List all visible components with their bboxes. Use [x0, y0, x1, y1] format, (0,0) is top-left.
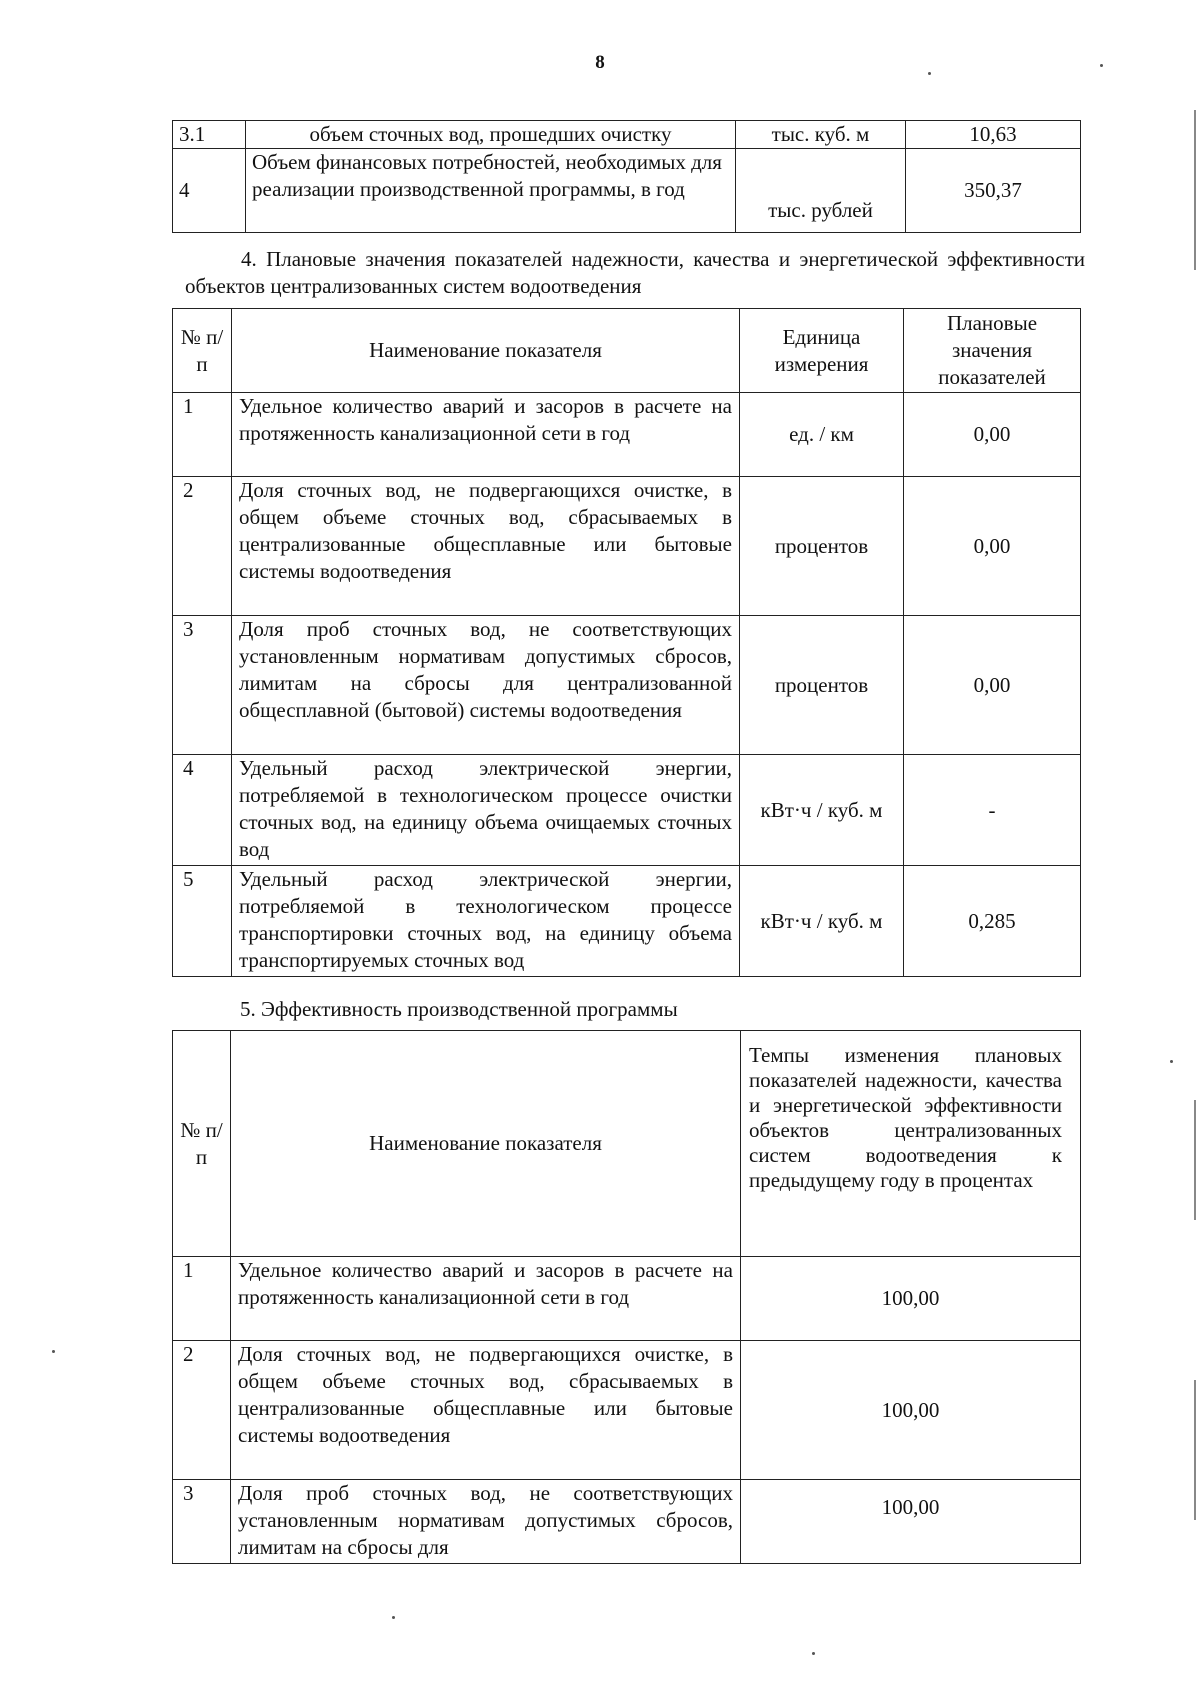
- table-header-row: [173, 1031, 1081, 1257]
- scan-speck: [928, 72, 931, 75]
- scan-edge-line: [1194, 1100, 1196, 1220]
- value-cell: -: [904, 755, 1081, 866]
- header-name: Наименование показателя: [232, 309, 740, 393]
- indicator-name: Удельное количество аварий и засоров в расчете на протяженность канализационной сети в год: [231, 1257, 741, 1341]
- row-number: 1: [173, 1257, 231, 1341]
- table-header-row: [173, 309, 1081, 393]
- value-cell: 100,00: [741, 1257, 1081, 1341]
- scan-speck: [1170, 1060, 1173, 1063]
- table-row: [173, 477, 1081, 616]
- table-row: [173, 393, 1081, 477]
- row-number: 3: [173, 1480, 231, 1564]
- table-row: [173, 121, 1081, 149]
- row-number: 4: [173, 149, 246, 233]
- table-row: [173, 866, 1081, 977]
- value-cell: 100,00: [741, 1480, 1081, 1564]
- unit-cell: процентов: [740, 616, 904, 755]
- value-cell: 0,00: [904, 477, 1081, 616]
- row-number: 3.1: [173, 121, 246, 149]
- row-number: 4: [173, 755, 232, 866]
- row-number: 2: [173, 477, 232, 616]
- indicator-name: Удельное количество аварий и засоров в расчете на протяженность канализационной сети в год: [232, 393, 740, 477]
- unit-cell: кВт·ч / куб. м: [740, 866, 904, 977]
- scan-speck: [52, 1350, 55, 1353]
- header-num: № п/п: [173, 1031, 231, 1257]
- table-row: [173, 1257, 1081, 1341]
- header-value: Плановые значения показателей: [904, 309, 1081, 393]
- header-unit: Единица измерения: [740, 309, 904, 393]
- value-cell: 100,00: [741, 1341, 1081, 1480]
- value-cell: 0,285: [904, 866, 1081, 977]
- program-efficiency-table: [172, 1030, 1081, 1564]
- header-value: Темпы изменения плановых показателей надежности, качества и энергетической эффективности объектов централизованных систем водоотведения к предыдущему году в процентах: [741, 1031, 1081, 1257]
- section-5-heading: 5. Эффективность производственной программы: [240, 997, 678, 1021]
- table-row: [173, 1480, 1081, 1564]
- reliability-indicators-table: [172, 308, 1081, 977]
- scan-edge-line: [1194, 110, 1196, 270]
- header-num: № п/п: [173, 309, 232, 393]
- value-cell: 0,00: [904, 616, 1081, 755]
- indicator-name: Доля сточных вод, не подвергающихся очистке, в общем объеме сточных вод, сбрасываемых в централизованные общесплавные или бытовые системы водоотведения: [231, 1341, 741, 1480]
- page-number: 8: [595, 52, 605, 73]
- scan-edge-line: [1194, 1380, 1196, 1520]
- indicator-name: Удельный расход электрической энергии, потребляемой в технологическом процессе транспортировки сточных вод, на единицу объема транспортируемых сточных вод: [232, 866, 740, 977]
- row-number: 5: [173, 866, 232, 977]
- table-row: [173, 755, 1081, 866]
- indicator-name: объем сточных вод, прошедших очистку: [246, 121, 736, 149]
- table-row: [173, 149, 1081, 233]
- value-cell: 10,63: [906, 121, 1081, 149]
- row-number: 2: [173, 1341, 231, 1480]
- scan-speck: [392, 1616, 395, 1619]
- top-table: [172, 120, 1081, 233]
- indicator-name: Доля проб сточных вод, не соответствующих установленным нормативам допустимых сбросов, лимитам на сбросы для: [231, 1480, 741, 1564]
- value-cell: 350,37: [906, 149, 1081, 233]
- row-number: 1: [173, 393, 232, 477]
- unit-cell: тыс. куб. м: [736, 121, 906, 149]
- unit-cell: тыс. рублей: [736, 149, 906, 233]
- section-4-heading: 4. Плановые значения показателей надежности, качества и энергетической эффективности объектов централизованных систем водоотведения: [185, 247, 1085, 298]
- value-cell: 0,00: [904, 393, 1081, 477]
- indicator-name: Удельный расход электрической энергии, потребляемой в технологическом процессе очистки сточных вод, на единицу объема очищаемых сточных вод: [232, 755, 740, 866]
- indicator-name: Доля проб сточных вод, не соответствующих установленным нормативам допустимых сбросов, лимитам на сбросы для централизованной общесплавной (бытовой) системы водоотведения: [232, 616, 740, 755]
- unit-cell: процентов: [740, 477, 904, 616]
- unit-cell: кВт·ч / куб. м: [740, 755, 904, 866]
- indicator-name: Доля сточных вод, не подвергающихся очистке, в общем объеме сточных вод, сбрасываемых в централизованные общесплавные или бытовые системы водоотведения: [232, 477, 740, 616]
- unit-cell: ед. / км: [740, 393, 904, 477]
- scan-speck: [812, 1652, 815, 1655]
- row-number: 3: [173, 616, 232, 755]
- indicator-name: Объем финансовых потребностей, необходимых для реализации производственной программы, в год: [246, 149, 736, 233]
- scan-speck: [1100, 64, 1103, 67]
- table-row: [173, 616, 1081, 755]
- table-row: [173, 1341, 1081, 1480]
- header-name: Наименование показателя: [231, 1031, 741, 1257]
